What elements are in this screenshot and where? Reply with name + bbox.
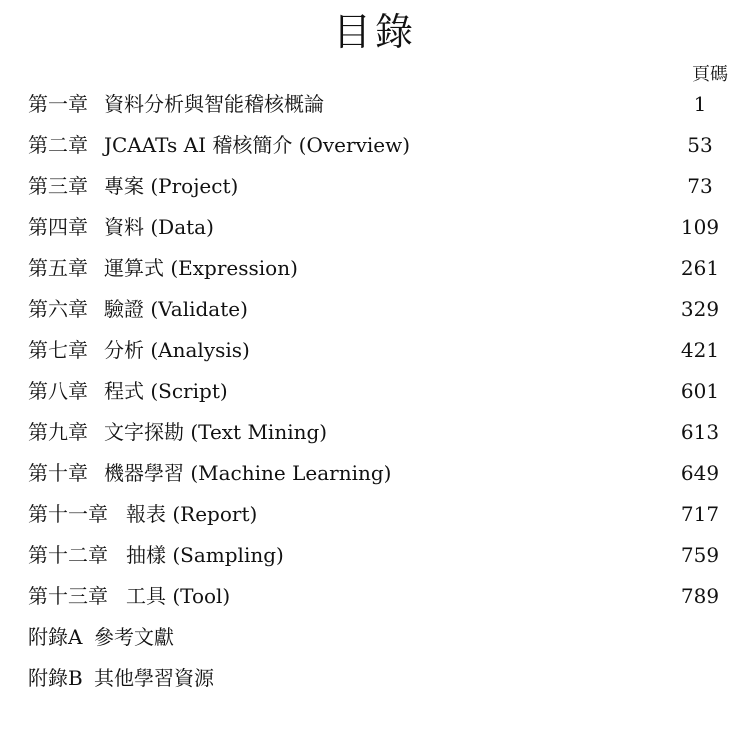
toc-row-chapter-5: [28, 252, 728, 293]
chapter-page-number: 789: [680, 584, 720, 608]
chapter-title: 驗證 (Validate): [104, 297, 248, 321]
chapter-page-number: 73: [687, 174, 713, 198]
chapter-number: 第八章: [28, 379, 88, 403]
chapter-title: 機器學習 (Machine Learning): [104, 461, 392, 485]
chapter-page-number: 717: [680, 502, 720, 526]
toc-row-appendix-a: [28, 621, 728, 662]
page-title: 目錄: [332, 10, 417, 54]
chapter-title: 分析 (Analysis): [104, 338, 250, 362]
chapter-page-number: 613: [680, 420, 720, 444]
chapter-page-number: 759: [680, 543, 720, 567]
toc-row-chapter-9: [28, 416, 728, 457]
chapter-number: 第十章: [28, 461, 88, 485]
chapter-title: 報表 (Report): [126, 502, 258, 526]
toc-row-chapter-6: [28, 293, 728, 334]
chapter-title: JCAATs AI 稽核簡介 (Overview): [104, 133, 411, 157]
chapter-number: 第五章: [28, 256, 88, 280]
chapter-number: 第七章: [28, 338, 88, 362]
chapter-page-number: 109: [680, 215, 720, 239]
appendix-title: 參考文獻: [94, 625, 174, 649]
chapter-title: 運算式 (Expression): [104, 256, 298, 280]
toc-row-chapter-13: [28, 580, 728, 621]
chapter-number: 第二章: [28, 133, 88, 157]
toc-row-chapter-3: [28, 170, 728, 211]
toc-row-chapter-11: [28, 498, 728, 539]
chapter-page-number: 1: [693, 92, 707, 116]
chapter-title: 抽樣 (Sampling): [126, 543, 284, 567]
chapter-page-number: 261: [680, 256, 720, 280]
toc-row-chapter-7: [28, 334, 728, 375]
chapter-number: 第一章: [28, 92, 88, 116]
chapter-title: 資料分析與智能稽核概論: [104, 92, 324, 116]
toc-row-appendix-b: [28, 662, 728, 703]
chapter-page-number: 601: [680, 379, 720, 403]
chapter-page-number: 421: [680, 338, 720, 362]
chapter-number: 第六章: [28, 297, 88, 321]
chapter-title: 文字探勘 (Text Mining): [104, 420, 328, 444]
chapter-title: 資料 (Data): [104, 215, 214, 239]
toc-row-chapter-10: [28, 457, 728, 498]
chapter-page-number: 329: [680, 297, 720, 321]
table-of-contents: [28, 88, 728, 703]
chapter-number: 第十二章: [28, 543, 108, 567]
toc-row-chapter-8: [28, 375, 728, 416]
page-number-column-header: 頁碼: [692, 64, 728, 85]
chapter-title: 程式 (Script): [104, 379, 228, 403]
chapter-number: 第四章: [28, 215, 88, 239]
chapter-page-number: 53: [687, 133, 713, 157]
appendix-label: 附錄A: [28, 625, 83, 649]
appendix-label: 附錄B: [28, 666, 83, 690]
chapter-number: 第九章: [28, 420, 88, 444]
toc-row-chapter-4: [28, 211, 728, 252]
chapter-title: 專案 (Project): [104, 174, 239, 198]
appendix-title: 其他學習資源: [94, 666, 214, 690]
chapter-number: 第三章: [28, 174, 88, 198]
toc-row-chapter-12: [28, 539, 728, 580]
chapter-title: 工具 (Tool): [126, 584, 231, 608]
chapter-page-number: 649: [680, 461, 720, 485]
chapter-number: 第十三章: [28, 584, 108, 608]
toc-row-chapter-1: [28, 88, 728, 129]
toc-row-chapter-2: [28, 129, 728, 170]
chapter-number: 第十一章: [28, 502, 108, 526]
